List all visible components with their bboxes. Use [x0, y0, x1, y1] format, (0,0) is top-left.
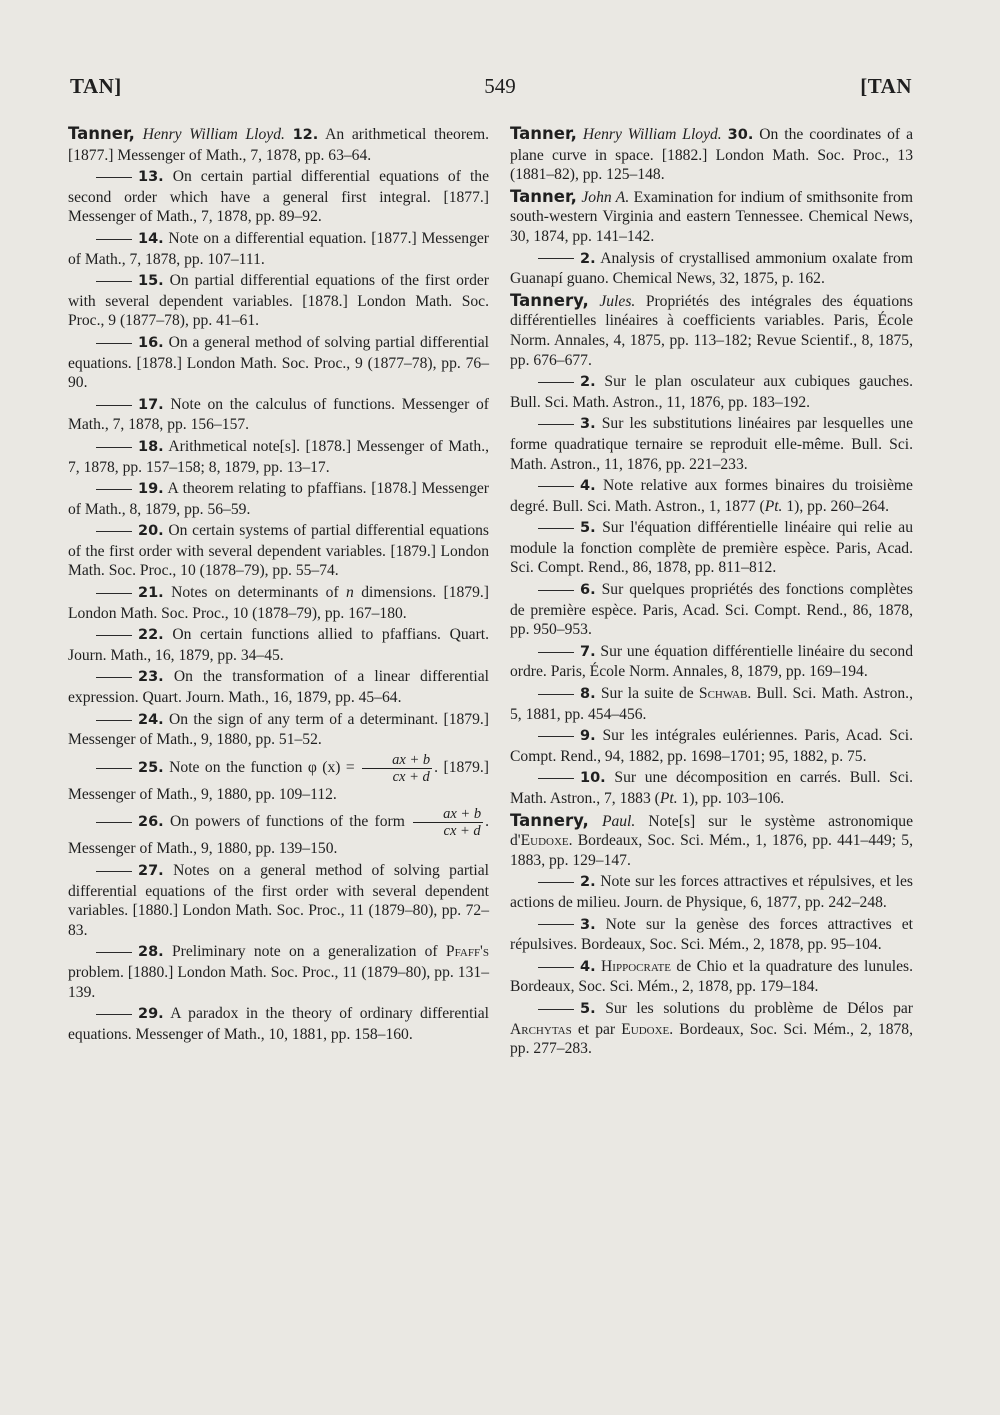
right-column	[510, 124, 913, 1061]
ditto-dash	[538, 590, 574, 591]
entry-number: 5.	[580, 520, 596, 537]
bibliography-entry	[510, 768, 913, 808]
ditto-dash	[538, 652, 574, 653]
entry-text: Note on the function φ (x) =	[169, 758, 361, 776]
bibliography-entry	[510, 249, 913, 289]
ditto-dash	[96, 177, 132, 178]
entry-text: On the coordinates of a plane curve in space. [1882.] London Math. Soc. Proc., 13 (1881–82), pp. 125–148.	[510, 126, 913, 184]
ditto-dash	[538, 967, 574, 968]
fraction-denominator: cx + d	[392, 768, 430, 785]
small-caps-name: Archytas	[510, 1020, 572, 1038]
entry-text: Sur le plan osculateur aux cubiques gauches. Bull. Sci. Math. Astron., 11, 1876, pp. 183–192.	[510, 373, 913, 411]
bibliography-entry	[510, 124, 913, 185]
bibliography-entry	[510, 872, 913, 912]
author-given-names: Henry William Lloyd.	[582, 126, 722, 143]
italic-text: Pt.	[764, 497, 783, 515]
author-name: Tannery,	[510, 290, 589, 310]
entry-text: Bull. Sci. Math. Astron., 5, 1881, pp. 454–456.	[510, 685, 913, 723]
ditto-dash	[96, 635, 132, 636]
bibliography-entry	[68, 271, 489, 331]
author-given-names: Henry William Lloyd.	[142, 126, 285, 143]
small-caps-name: Schwab.	[698, 685, 752, 703]
entry-text: Note on the calculus of functions. Messenger of Math., 7, 1878, pp. 156–157.	[68, 395, 489, 434]
bibliography-entry	[68, 752, 489, 805]
bibliography-entry	[68, 710, 489, 750]
entry-text: 1), pp. 103–106.	[677, 790, 785, 807]
bibliography-entry	[510, 372, 913, 412]
small-caps-name: Eudoxe.	[520, 832, 573, 850]
fraction	[413, 806, 483, 839]
entry-number: 10.	[580, 770, 606, 787]
entry-text: A theorem relating to pfaffians. [1878.] Messenger of Math., 8, 1879, pp. 56–59.	[68, 480, 489, 518]
bibliography-entry	[68, 437, 489, 477]
running-head	[0, 74, 1000, 110]
bibliography-entry	[510, 291, 913, 370]
entry-number: 3.	[580, 416, 596, 433]
entry-number: 8.	[580, 686, 596, 703]
ditto-dash	[538, 382, 574, 383]
bibliography-entry	[510, 957, 913, 997]
entry-text: Sur une équation différentielle linéaire du second ordre. Paris, École Norm. Annales, 8, 1879, pp. 169–194.	[510, 642, 913, 681]
ditto-dash	[96, 447, 132, 448]
ditto-dash	[96, 405, 132, 406]
entry-text: . [1879.] Messenger of Math., 9, 1880, pp. 109–112.	[68, 758, 489, 803]
ditto-dash	[96, 720, 132, 721]
ditto-dash	[538, 694, 574, 695]
entry-number: 20.	[138, 523, 164, 540]
ditto-dash	[96, 489, 132, 490]
bibliography-entry	[68, 942, 489, 1002]
entry-number: 3.	[580, 916, 596, 933]
entry-number: 24.	[138, 711, 164, 728]
entry-number: 28.	[138, 944, 164, 961]
ditto-dash	[538, 924, 574, 925]
entry-text: de Chio et la quadrature des lunules. Bordeaux, Soc. Sci. Mém., 2, 1878, pp. 179–184.	[510, 957, 913, 996]
bibliography-entry	[68, 1004, 489, 1044]
entry-text: Note sur la genèse des forces attractives et répulsives. Bordeaux, Soc. Sci. Mém., 2, 1878, pp. 95–104.	[510, 915, 913, 954]
ditto-dash	[538, 1009, 574, 1010]
entry-text: Sur une décomposition en carrés. Bull. Sci. Math. Astron., 7, 1883 (	[510, 769, 913, 807]
entry-text: Notes on determinants of	[171, 584, 347, 602]
author-given-names: Paul.	[601, 812, 636, 830]
entry-number: 26.	[138, 814, 164, 831]
entry-text: Sur la suite de	[600, 685, 699, 703]
left-column	[68, 124, 489, 1046]
fraction	[362, 752, 432, 785]
page-number: 549	[484, 74, 516, 98]
ditto-dash	[96, 768, 132, 769]
entry-text: dimensions. [1879.] London Math. Soc. Proc., 10 (1878–79), pp. 167–180.	[68, 584, 489, 622]
entry-text: Bordeaux, Soc. Sci. Mém., 2, 1878, pp. 277–283.	[510, 1020, 913, 1058]
entry-number: 7.	[580, 643, 596, 660]
entry-text: Analysis of crystallised ammonium oxalate from Guanapí guano. Chemical News, 32, 1875, p. 162.	[510, 249, 913, 288]
entry-text: Sur quelques propriétés des fonctions complètes de première espèce. Paris, Acad. Sci. Compt. Rend., 86, 1878, pp. 950–953.	[510, 581, 913, 639]
author-name: Tanner,	[510, 124, 577, 143]
entry-number: 15.	[138, 273, 164, 290]
entry-text: Notes on a general method of solving partial differential equations of the first order with several dependent variables. [1880.] London Math. Soc. Proc., 11 (1879–80), pp. 72–83.	[68, 862, 489, 939]
bibliography-entry	[510, 476, 913, 516]
entry-text: On partial differential equations of the first order with several dependent variables. [1878.] London Math. Soc. Proc., 9 (1877–78), pp. 41–61.	[68, 272, 489, 330]
entry-number: 19.	[138, 481, 164, 498]
bibliography-entry	[510, 414, 913, 474]
entry-number: 22.	[138, 627, 164, 644]
ditto-dash	[538, 882, 574, 883]
bibliography-entry	[510, 684, 913, 724]
entry-number: 14.	[138, 230, 164, 247]
entry-text: On powers of functions of the form	[169, 813, 412, 831]
entry-number: 2.	[580, 250, 596, 267]
entry-number: 16.	[138, 334, 164, 351]
entry-text: Note on a differential equation. [1877.] Messenger of Math., 7, 1878, pp. 107–111.	[68, 229, 489, 268]
entry-text: Examination for indium of smithsonite from south-western Virginia and eastern Tennessee. Chemical News, 30, 1874, pp. 141–142.	[510, 188, 913, 245]
entry-text: Propriétés des intégrales des équations différentielles linéaires à coefficients variables. Paris, École Norm. Annales, 4, 1875, pp. 113–182; Revue Scientif., 8, 1875, pp. 676–677.	[510, 292, 914, 369]
bibliography-entry	[510, 811, 913, 871]
bibliography-entry	[510, 999, 913, 1059]
entry-text: An arithmetical theorem. [1877.] Messenger of Math., 7, 1878, pp. 63–64.	[68, 126, 489, 164]
entry-text: Note[s] sur le système astronomique d'	[510, 812, 914, 850]
running-head-left: TAN]	[70, 74, 122, 98]
entry-text: On a general method of solving partial differential equations. [1878.] London Math. Soc. Proc., 9 (1877–78), pp. 76–90.	[68, 333, 489, 392]
entry-text: Preliminary note on a generalization of	[171, 943, 446, 961]
entry-number: 21.	[138, 585, 164, 602]
ditto-dash	[96, 239, 132, 240]
entry-text: Sur les intégrales eulériennes. Paris, Acad. Sci. Compt. Rend., 94, 1882, pp. 1698–1701; 95, 1882, p. 75.	[510, 727, 913, 765]
small-caps-name: Hippocrate	[601, 957, 671, 975]
bibliography-entry	[68, 861, 489, 940]
bibliography-entry	[510, 915, 913, 955]
ditto-dash	[96, 822, 132, 823]
ditto-dash	[96, 871, 132, 872]
fraction-denominator: cx + d	[443, 823, 481, 840]
entry-text: A paradox in the theory of ordinary differential equations. Messenger of Math., 10, 1881, pp. 158–160.	[68, 1005, 489, 1043]
entry-number: 23.	[138, 669, 164, 686]
bibliography-entry	[68, 124, 489, 165]
bibliography-entry	[68, 395, 489, 435]
bibliography-entry	[68, 806, 489, 859]
ditto-dash	[538, 528, 574, 529]
entry-number: 13.	[138, 169, 164, 186]
small-caps-name: Pfaff's	[445, 943, 489, 961]
entry-text: On the transformation of a linear differential expression. Quart. Journ. Math., 16, 1879, pp. 45–64.	[68, 668, 489, 707]
author-given-names: Jules.	[599, 292, 636, 310]
bibliography-entry	[68, 479, 489, 519]
entry-text: . Messenger of Math., 9, 1880, pp. 139–150.	[68, 813, 489, 858]
italic-text: Pt.	[659, 790, 678, 807]
bibliography-entry	[68, 229, 489, 269]
bibliography-entry	[68, 583, 489, 623]
bibliography-entry	[68, 625, 489, 665]
author-given-names: John A.	[581, 188, 630, 206]
entry-text: Note relative aux formes binaires du troisième degré. Bull. Sci. Math. Astron., 1, 1877 (	[510, 477, 913, 515]
bibliography-entry	[510, 580, 913, 640]
ditto-dash	[96, 952, 132, 953]
ditto-dash	[96, 531, 132, 532]
entry-number: 27.	[138, 863, 164, 879]
entry-text: On certain functions allied to pfaffians. Quart. Journ. Math., 16, 1879, pp. 34–45.	[68, 626, 489, 664]
ditto-dash	[538, 778, 574, 779]
entry-text: Note sur les forces attractives et répulsives, et les actions de milieu. Journ. de Physique, 6, 1877, pp. 242–248.	[510, 873, 913, 911]
entry-number: 29.	[138, 1006, 164, 1023]
entry-text: 1), pp. 260–264.	[782, 497, 890, 515]
entry-text: Sur l'équation différentielle linéaire qui relie au module la fonction complète de première espèce. Paris, Acad. Sci. Compt. Rend., 86, 1878, pp. 811–812.	[510, 519, 913, 577]
bibliography-entry	[68, 167, 489, 227]
bibliography-entry	[68, 667, 489, 707]
math-variable: n	[346, 584, 354, 602]
entry-number: 4.	[580, 958, 596, 975]
entry-text: Bordeaux, Soc. Sci. Mém., 1, 1876, pp. 441–449; 5, 1883, pp. 129–147.	[510, 832, 913, 869]
entry-text: On certain partial differential equations of the second order which have a general first integral. [1877.] Messenger of Math., 7, 1878, pp. 89–92.	[68, 168, 489, 226]
author-name: Tanner,	[68, 124, 135, 143]
ditto-dash	[538, 736, 574, 737]
entry-number: 25.	[138, 759, 164, 776]
entry-text: On the sign of any term of a determinant. [1879.] Messenger of Math., 9, 1880, pp. 51–52.	[68, 710, 489, 749]
entry-text: Sur les solutions du problème de Délos par	[605, 999, 913, 1017]
ditto-dash	[96, 1014, 132, 1015]
entry-text: On certain systems of partial differential equations of the first order with several dependent variables. [1879.] London Math. Soc. Proc., 10 (1878–79), pp. 55–74.	[68, 522, 489, 580]
entry-number: 4.	[580, 478, 596, 495]
bibliography-entry	[510, 518, 913, 578]
ditto-dash	[96, 593, 132, 594]
ditto-dash	[538, 486, 574, 487]
entry-number: 6.	[580, 582, 596, 599]
bibliography-entry	[510, 726, 913, 766]
bibliography-entry	[510, 187, 913, 247]
author-name: Tannery,	[510, 810, 589, 830]
entry-number: 2.	[580, 874, 596, 891]
ditto-dash	[96, 677, 132, 678]
entry-text: problem. [1880.] London Math. Soc. Proc., 11 (1879–80), pp. 131–139.	[68, 963, 489, 1001]
bibliography-entry	[68, 333, 489, 393]
entry-number: 17.	[138, 396, 164, 413]
bibliography-entry	[510, 642, 913, 682]
entry-number: 30.	[727, 127, 754, 143]
ditto-dash	[538, 258, 574, 259]
entry-text: Arithmetical note[s]. [1878.] Messenger of Math., 7, 1878, pp. 157–158; 8, 1879, pp. 13–17.	[68, 437, 489, 476]
bibliography-entry	[68, 521, 489, 581]
fraction-numerator: ax + b	[413, 806, 483, 823]
entry-number: 18.	[138, 438, 164, 455]
entry-number: 9.	[580, 728, 596, 745]
ditto-dash	[96, 343, 132, 344]
entry-text: et par	[571, 1020, 622, 1038]
small-caps-name: Eudoxe.	[621, 1020, 674, 1038]
entry-number: 12.	[292, 127, 319, 143]
running-head-right: [TAN	[860, 74, 912, 98]
entry-text: Sur les substitutions linéaires par lesquelles une forme quadratique ternaire se reproduit elle-même. Bull. Sci. Math. Astron., 11, 1876, pp. 221–233.	[510, 415, 913, 473]
ditto-dash	[96, 281, 132, 282]
ditto-dash	[538, 424, 574, 425]
fraction-numerator: ax + b	[362, 752, 432, 769]
entry-number: 5.	[580, 1000, 596, 1017]
entry-number: 2.	[580, 374, 596, 391]
author-name: Tanner,	[510, 186, 577, 206]
